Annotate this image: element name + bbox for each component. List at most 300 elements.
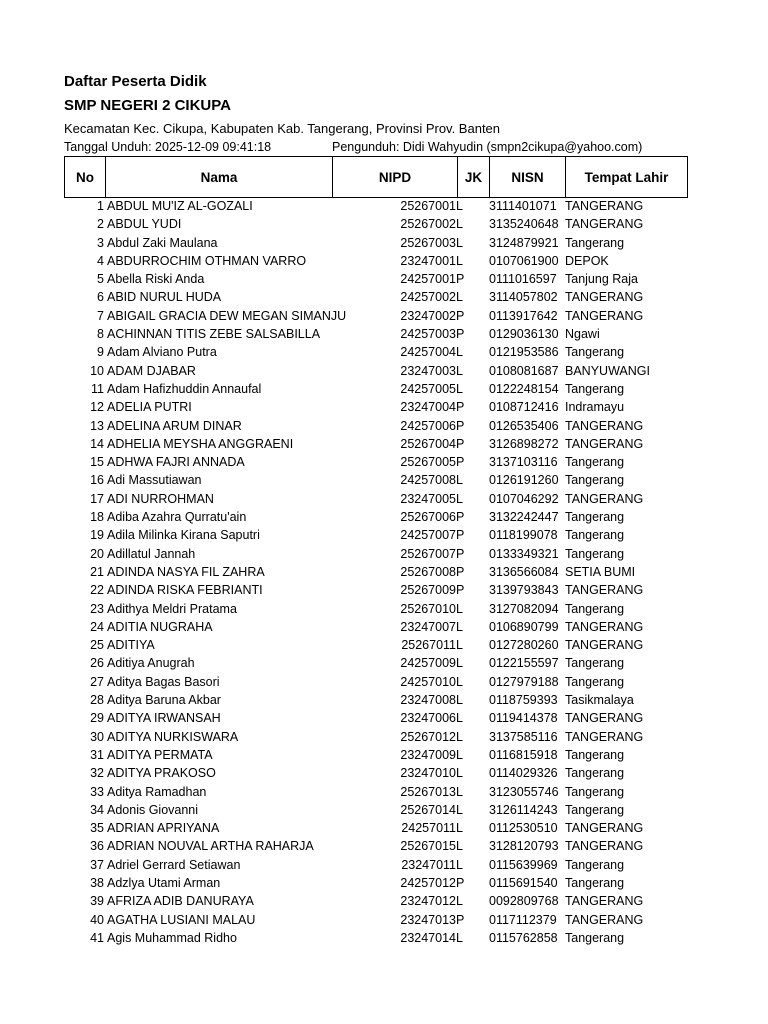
cell-nisn: 0119414378 [489, 711, 558, 726]
cell-nipd: 24257007 [400, 528, 456, 543]
cell-no: 14 [90, 436, 104, 451]
cell-nama: ADI NURROHMAN [107, 491, 214, 506]
table-row [64, 582, 688, 600]
cell-nisn: 0115762858 [489, 930, 558, 945]
cell-nisn: 0115639969 [489, 857, 558, 872]
cell-nisn: 0112530510 [489, 821, 558, 836]
cell-nama: ADELIA PUTRI [107, 400, 192, 415]
header-nisn: NISN [489, 156, 565, 198]
cell-nipd: 23247008 [400, 693, 456, 708]
cell-nama: ADHWA FAJRI ANNADA [107, 455, 245, 470]
cell-tempat-lahir: TANGERANG [565, 638, 644, 653]
cell-no: 15 [90, 455, 104, 470]
cell-nisn: 0115691540 [489, 875, 558, 890]
cell-tempat-lahir: TANGERANG [565, 912, 644, 927]
cell-jk: L [456, 253, 463, 268]
cell-nama: ADRIAN APRIYANA [107, 821, 220, 836]
cell-nama: ABIGAIL GRACIA DEW MEGAN SIMANJU [107, 308, 347, 323]
cell-jk: L [456, 290, 463, 305]
cell-tempat-lahir: Tangerang [565, 510, 625, 525]
cell-no: 16 [90, 473, 104, 488]
cell-nipd: 23247005 [400, 491, 456, 506]
cell-nipd: 23247011 [401, 857, 456, 872]
cell-no: 4 [97, 253, 104, 268]
cell-jk: L [456, 784, 463, 799]
cell-jk: L [456, 839, 463, 854]
cell-tempat-lahir: SETIA BUMI [565, 564, 636, 579]
cell-tempat-lahir: TANGERANG [565, 436, 644, 451]
cell-no: 7 [97, 308, 104, 323]
cell-jk: L [456, 729, 463, 744]
cell-tempat-lahir: Tangerang [565, 875, 625, 890]
table-row [64, 820, 688, 838]
cell-nipd: 24257002 [400, 290, 456, 305]
cell-jk: L [456, 345, 463, 360]
table-row [64, 271, 688, 289]
table-row [64, 344, 688, 362]
table-row [64, 472, 688, 490]
cell-nama: ABDURROCHIM OTHMAN VARRO [107, 253, 307, 268]
cell-nama: Adam Hafizhuddin Annaufal [107, 381, 262, 396]
cell-tempat-lahir: TANGERANG [565, 729, 644, 744]
cell-nipd: 24257011 [401, 821, 456, 836]
cell-nipd: 24257006 [400, 418, 456, 433]
cell-nipd: 25267008 [400, 564, 456, 579]
cell-nisn: 0111016597 [489, 272, 557, 287]
table-row [64, 893, 688, 911]
cell-jk: L [456, 747, 463, 762]
cell-tempat-lahir: Tangerang [565, 528, 625, 543]
cell-nipd: 24257005 [400, 381, 456, 396]
cell-nisn: 3126898272 [489, 436, 559, 451]
table-row [64, 418, 688, 436]
table-row [64, 436, 688, 454]
cell-nisn: 3114057802 [489, 290, 558, 305]
cell-tempat-lahir: Tangerang [565, 766, 625, 781]
table-row [64, 838, 688, 856]
cell-nipd: 23247004 [400, 400, 456, 415]
cell-tempat-lahir: Tangerang [565, 674, 625, 689]
cell-tempat-lahir: TANGERANG [565, 491, 644, 506]
cell-tempat-lahir: Tangerang [565, 381, 625, 396]
table-row [64, 491, 688, 509]
cell-tempat-lahir: TANGERANG [565, 290, 644, 305]
cell-nama: ADHELIA MEYSHA ANGGRAENI [107, 436, 294, 451]
cell-nipd: 25267006 [400, 510, 456, 525]
cell-tempat-lahir: Tangerang [565, 473, 625, 488]
table-row [64, 363, 688, 381]
cell-jk: P [456, 327, 465, 342]
cell-jk: P [456, 583, 465, 598]
cell-jk: L [456, 930, 463, 945]
table-row [64, 637, 688, 655]
table-row [64, 198, 688, 216]
cell-no: 33 [90, 784, 104, 799]
cell-tempat-lahir: TANGERANG [565, 217, 644, 232]
cell-nisn: 0108712416 [489, 400, 559, 415]
cell-tempat-lahir: Tangerang [565, 345, 625, 360]
table-row [64, 857, 688, 875]
cell-nama: Abdul Zaki Maulana [107, 235, 218, 250]
cell-no: 24 [90, 619, 104, 634]
cell-jk: L [456, 601, 463, 616]
cell-nisn: 0107046292 [489, 491, 559, 506]
cell-no: 11 [91, 381, 104, 396]
cell-jk: L [456, 473, 463, 488]
cell-nama: ABDUL YUDI [107, 217, 182, 232]
cell-nipd: 23247001 [400, 253, 456, 268]
cell-nisn: 3124879921 [489, 235, 559, 250]
cell-nipd: 25267004 [400, 436, 456, 451]
cell-nipd: 25267010 [400, 601, 456, 616]
cell-tempat-lahir: Tangerang [565, 656, 625, 671]
header-no: No [64, 156, 105, 198]
cell-tempat-lahir: BANYUWANGI [565, 363, 650, 378]
cell-nisn: 3128120793 [489, 839, 559, 854]
cell-jk: L [456, 656, 463, 671]
cell-no: 40 [90, 912, 104, 927]
cell-no: 13 [90, 418, 104, 433]
cell-tempat-lahir: Tangerang [565, 784, 625, 799]
cell-nama: Aditya Ramadhan [107, 784, 207, 799]
cell-nipd: 25267011 [401, 638, 456, 653]
cell-jk: L [456, 638, 463, 653]
table-row [64, 527, 688, 545]
header-nipd: NIPD [332, 156, 457, 198]
cell-jk: L [456, 217, 463, 232]
school-name: SMP NEGERI 2 CIKUPA [64, 97, 231, 114]
meta-line [64, 140, 643, 154]
cell-nisn: 0121953586 [489, 345, 559, 360]
cell-nama: AFRIZA ADIB DANURAYA [107, 894, 254, 909]
cell-nama: Adiba Azahra Qurratu'ain [107, 510, 247, 525]
cell-jk: P [456, 912, 465, 927]
cell-nipd: 24257008 [400, 473, 456, 488]
cell-nisn: 3126114243 [489, 802, 558, 817]
cell-nama: ADITYA NURKISWARA [107, 729, 239, 744]
cell-jk: L [456, 693, 463, 708]
cell-nipd: 23247007 [400, 619, 456, 634]
cell-nipd: 23247012 [400, 894, 456, 909]
cell-no: 18 [90, 510, 104, 525]
table-row [64, 674, 688, 692]
cell-nipd: 23247003 [400, 363, 456, 378]
cell-nama: ADITYA IRWANSAH [107, 711, 221, 726]
cell-nama: ABDUL MU'IZ AL-GOZALI [107, 199, 253, 213]
cell-no: 39 [90, 894, 104, 909]
cell-tempat-lahir: Indramayu [565, 400, 625, 415]
table-row [64, 253, 688, 271]
table-row [64, 399, 688, 417]
cell-nisn: 0114029326 [489, 766, 558, 781]
table-row [64, 912, 688, 930]
cell-nisn: 3136566084 [489, 564, 559, 579]
cell-nama: Adriel Gerrard Setiawan [107, 857, 241, 872]
table-row [64, 509, 688, 527]
table-row [64, 619, 688, 637]
cell-nama: AGATHA LUSIANI MALAU [107, 912, 256, 927]
cell-nama: Adzlya Utami Arman [107, 875, 221, 890]
cell-nipd: 25267007 [400, 546, 456, 561]
table-row [64, 729, 688, 747]
table-row [64, 747, 688, 765]
cell-nisn: 0133349321 [489, 546, 559, 561]
cell-tempat-lahir: Tasikmalaya [565, 693, 634, 708]
cell-nipd: 25267009 [400, 583, 456, 598]
cell-jk: P [456, 455, 465, 470]
cell-nama: Adillatul Jannah [107, 546, 196, 561]
cell-nipd: 24257003 [400, 327, 456, 342]
cell-tempat-lahir: Tangerang [565, 857, 625, 872]
cell-nipd: 23247006 [400, 711, 456, 726]
table-row [64, 326, 688, 344]
table-row [64, 564, 688, 582]
cell-jk: P [456, 308, 465, 323]
cell-no: 26 [90, 656, 104, 671]
cell-tempat-lahir: TANGERANG [565, 199, 644, 213]
cell-nisn: 3127082094 [489, 601, 559, 616]
cell-tempat-lahir: Tangerang [565, 235, 625, 250]
cell-jk: L [456, 235, 463, 250]
cell-nipd: 24257001 [400, 272, 456, 287]
cell-nipd: 25267012 [400, 729, 456, 744]
cell-nipd: 23247014 [400, 930, 456, 945]
cell-nama: ADAM DJABAR [107, 363, 196, 378]
cell-jk: L [456, 363, 463, 378]
cell-jk: L [456, 199, 463, 213]
cell-nipd: 23247010 [400, 766, 456, 781]
cell-no: 37 [90, 857, 104, 872]
cell-nisn: 3137103116 [489, 455, 558, 470]
cell-tempat-lahir: Ngawi [565, 327, 600, 342]
cell-nisn: 0107061900 [489, 253, 559, 268]
cell-no: 9 [97, 345, 104, 360]
document-title: Daftar Peserta Didik [64, 73, 207, 90]
cell-nisn: 0118759393 [489, 693, 558, 708]
cell-no: 34 [90, 802, 104, 817]
cell-tempat-lahir: TANGERANG [565, 418, 644, 433]
download-date: Tanggal Unduh: 2025-12-09 09:41:18 [64, 140, 272, 154]
cell-nipd: 25267013 [400, 784, 456, 799]
cell-no: 28 [90, 693, 104, 708]
cell-jk: P [456, 528, 465, 543]
cell-no: 38 [90, 875, 104, 890]
cell-nipd: 25267003 [400, 235, 456, 250]
cell-no: 3 [97, 235, 104, 250]
cell-jk: P [456, 875, 465, 890]
cell-no: 20 [90, 546, 104, 561]
cell-nisn: 3135240648 [489, 217, 559, 232]
uploader-info: Pengunduh: Didi Wahyudin (smpn2cikupa@yahoo.com) [332, 140, 643, 154]
cell-no: 2 [97, 217, 104, 232]
table-row [64, 235, 688, 253]
cell-jk: L [456, 711, 463, 726]
table-row [64, 308, 688, 326]
cell-tempat-lahir: TANGERANG [565, 583, 644, 598]
cell-no: 19 [90, 528, 104, 543]
table-row [64, 692, 688, 710]
cell-nama: Adam Alviano Putra [107, 345, 217, 360]
cell-tempat-lahir: Tangerang [565, 802, 625, 817]
header-tempat-lahir: Tempat Lahir [565, 156, 688, 198]
cell-tempat-lahir: Tangerang [565, 455, 625, 470]
cell-nama: Aditya Baruna Akbar [107, 693, 221, 708]
cell-nisn: 0122248154 [489, 381, 559, 396]
table-row [64, 710, 688, 728]
cell-tempat-lahir: TANGERANG [565, 711, 644, 726]
cell-jk: P [456, 546, 465, 561]
cell-no: 5 [97, 272, 104, 287]
cell-tempat-lahir: Tangerang [565, 747, 625, 762]
cell-jk: L [456, 821, 463, 836]
cell-nama: Agis Muhammad Ridho [107, 930, 237, 945]
cell-tempat-lahir: TANGERANG [565, 308, 644, 323]
cell-no: 12 [90, 400, 104, 415]
cell-nama: ADITYA PRAKOSO [107, 766, 216, 781]
table-body [64, 198, 688, 948]
cell-no: 1 [97, 199, 104, 213]
cell-nama: ADINDA NASYA FIL ZAHRA [107, 564, 265, 579]
cell-nipd: 25267015 [400, 839, 456, 854]
cell-nama: ADITIA NUGRAHA [107, 619, 213, 634]
cell-no: 21 [90, 564, 104, 579]
cell-jk: P [456, 436, 465, 451]
cell-nipd: 24257009 [400, 656, 456, 671]
table-row [64, 875, 688, 893]
cell-nipd: 24257010 [400, 674, 456, 689]
cell-no: 36 [90, 839, 104, 854]
cell-jk: P [456, 272, 465, 287]
cell-jk: P [456, 400, 465, 415]
table-row [64, 655, 688, 673]
cell-no: 6 [97, 290, 104, 305]
cell-no: 30 [90, 729, 104, 744]
cell-no: 23 [90, 601, 104, 616]
cell-nisn: 3132242447 [489, 510, 559, 525]
cell-nama: ADITYA PERMATA [107, 747, 213, 762]
cell-nama: ABID NURUL HUDA [107, 290, 222, 305]
cell-nama: ADITIYA [107, 638, 155, 653]
cell-jk: L [456, 619, 463, 634]
cell-nipd: 25267014 [400, 802, 456, 817]
cell-no: 17 [90, 491, 104, 506]
cell-nisn: 0117112379 [489, 912, 557, 927]
table-row [64, 765, 688, 783]
cell-nama: Adonis Giovanni [107, 802, 199, 817]
cell-no: 29 [90, 711, 104, 726]
cell-nipd: 23247013 [400, 912, 456, 927]
cell-tempat-lahir: TANGERANG [565, 821, 644, 836]
cell-nisn: 3111401071 [489, 199, 557, 213]
cell-nisn: 0116815918 [489, 747, 558, 762]
table-row [64, 802, 688, 820]
cell-nisn: 0127280260 [489, 638, 559, 653]
cell-jk: L [456, 857, 463, 872]
cell-nisn: 0126535406 [489, 418, 559, 433]
cell-no: 35 [90, 821, 104, 836]
table-row [64, 216, 688, 234]
cell-no: 41 [90, 930, 104, 945]
cell-nisn: 0118199078 [489, 528, 558, 543]
cell-nisn: 0108081687 [489, 363, 559, 378]
cell-no: 31 [90, 747, 104, 762]
table-header [64, 156, 688, 198]
table-row [64, 289, 688, 307]
cell-nama: Abella Riski Anda [107, 272, 205, 287]
header-jk: JK [457, 156, 489, 198]
cell-no: 32 [90, 766, 104, 781]
cell-jk: L [456, 766, 463, 781]
cell-nisn: 0129036130 [489, 327, 559, 342]
cell-nisn: 0092809768 [489, 894, 559, 909]
cell-tempat-lahir: Tanjung Raja [565, 272, 638, 287]
cell-no: 8 [97, 327, 104, 342]
cell-nisn: 3139793843 [489, 583, 559, 598]
cell-nama: ACHINNAN TITIS ZEBE SALSABILLA [107, 327, 321, 342]
cell-nipd: 24257012 [400, 875, 456, 890]
cell-nipd: 23247009 [400, 747, 456, 762]
cell-no: 27 [90, 674, 104, 689]
cell-nama: ADRIAN NOUVAL ARTHA RAHARJA [107, 839, 314, 854]
cell-no: 10 [90, 363, 104, 378]
cell-nisn: 0106890799 [489, 619, 559, 634]
cell-tempat-lahir: TANGERANG [565, 619, 644, 634]
cell-nama: Adithya Meldri Pratama [107, 601, 237, 616]
cell-tempat-lahir: DEPOK [565, 253, 609, 268]
cell-jk: P [456, 418, 465, 433]
location-line: Kecamatan Kec. Cikupa, Kabupaten Kab. Tangerang, Provinsi Prov. Banten [64, 121, 501, 136]
cell-nama: Aditiya Anugrah [107, 656, 195, 671]
cell-nisn: 0126191260 [489, 473, 559, 488]
cell-nipd: 25267002 [400, 217, 456, 232]
cell-nisn: 0127979188 [489, 674, 559, 689]
cell-nisn: 0113917642 [489, 308, 558, 323]
cell-nama: ADINDA RISKA FEBRIANTI [107, 583, 263, 598]
cell-tempat-lahir: Tangerang [565, 930, 625, 945]
cell-tempat-lahir: Tangerang [565, 601, 625, 616]
cell-nama: ADELINA ARUM DINAR [107, 418, 242, 433]
cell-tempat-lahir: TANGERANG [565, 894, 644, 909]
header-nama: Nama [105, 156, 332, 198]
cell-nipd: 25267005 [400, 455, 456, 470]
table-row [64, 784, 688, 802]
cell-nama: Adi Massutiawan [107, 473, 202, 488]
cell-tempat-lahir: TANGERANG [565, 839, 644, 854]
cell-tempat-lahir: Tangerang [565, 546, 625, 561]
cell-nipd: 23247002 [400, 308, 456, 323]
cell-jk: P [456, 510, 465, 525]
cell-jk: L [456, 491, 463, 506]
cell-jk: L [456, 894, 463, 909]
cell-jk: L [456, 802, 463, 817]
cell-nisn: 0122155597 [489, 656, 559, 671]
table-row [64, 381, 688, 399]
table-row [64, 601, 688, 619]
cell-no: 25 [90, 638, 104, 653]
cell-jk: P [456, 564, 465, 579]
cell-nama: Adila Milinka Kirana Saputri [107, 528, 260, 543]
table-row [64, 930, 688, 948]
cell-nisn: 3123055746 [489, 784, 559, 799]
table-row [64, 546, 688, 564]
table-row [64, 454, 688, 472]
cell-jk: L [456, 381, 463, 396]
cell-nisn: 3137585116 [489, 729, 558, 744]
cell-no: 22 [90, 583, 104, 598]
cell-nipd: 25267001 [400, 199, 456, 213]
cell-nama: Aditya Bagas Basori [107, 674, 220, 689]
cell-jk: L [456, 674, 463, 689]
